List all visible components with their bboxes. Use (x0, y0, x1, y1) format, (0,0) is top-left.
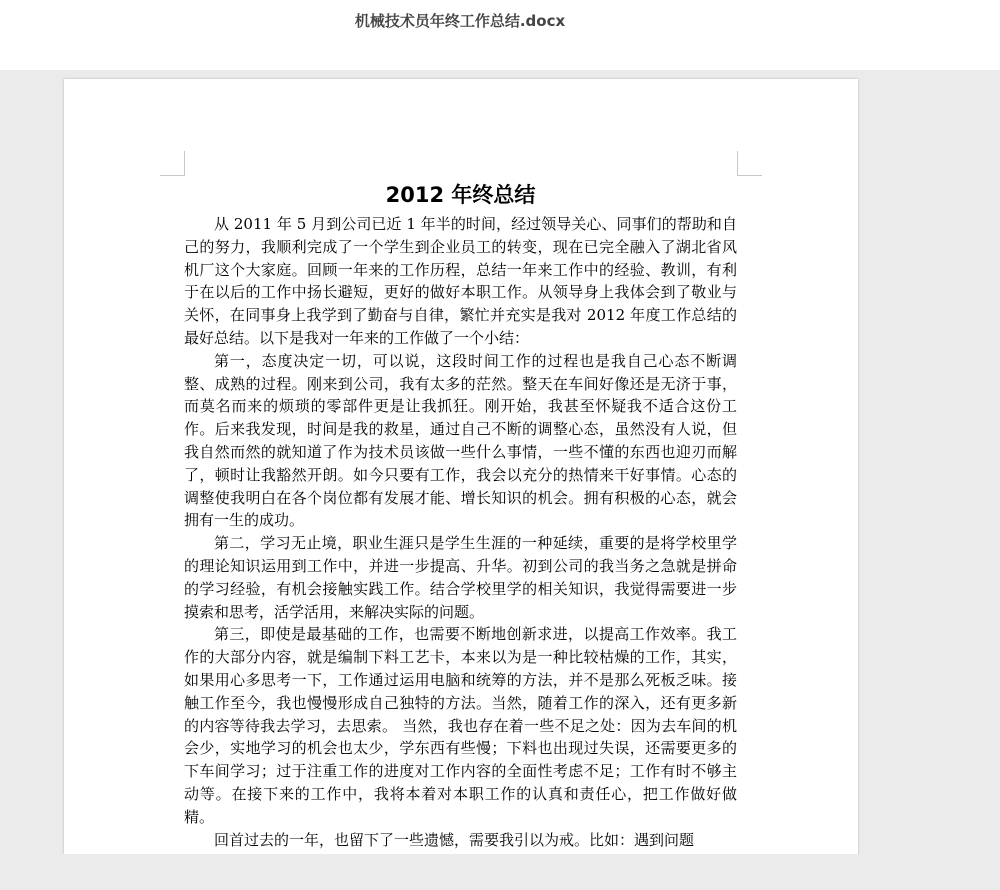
margin-corner-mark-top-left (160, 151, 185, 176)
paragraph: 回首过去的一年，也留下了一些遗憾，需要我引以为戒。比如：遇到问题 (214, 830, 695, 849)
document-page (64, 79, 858, 854)
paragraph: 第三，即使是最基础的工作，也需要不断地创新求进，以提高工作效率。我工作的大部分内容，就是编制下料工艺卡，本来以为是一种比较枯燥的工作，其实，如果用心多思考一下，工作通过运用电脑和统筹的方法，并不是那么死板乏味。接触工作至今，我也慢慢形成自己独特的方法。当然，随着工作的深入，还有更多新的内容等待我去学习，去思索。 当然，我也存在着一些不足之处：因为去车间的机会少，实地学习的机会也太少，学东西有些慢；下料也出现过失误，还需要更多的下车间学习；过于注重工作的进度对工作内容的全面性考虑不足；工作有时不够主动等。在接下来的工作中，我将本着对本职工作的认真和责任心，把工作做好做精。 (184, 625, 737, 826)
paragraph: 第二，学习无止境，职业生涯只是学生生涯的一种延续，重要的是将学校里学的理论知识运用到工作中，并进一步提高、升华。初到公司的我当务之急就是拼命的学习经验，有机会接触实践工作。结合学校里学的相关知识，我觉得需要进一步摸索和思考，活学活用，来解决实际的问题。 (184, 534, 737, 621)
document-viewer[interactable] (0, 70, 1000, 854)
document-title: 机械技术员年终工作总结.docx (354, 12, 566, 30)
page-content (184, 179, 737, 851)
bottom-bar (0, 854, 1000, 890)
paragraph: 从 2011 年 5 月到公司已近 1 年半的时间，经过领导关心、同事们的帮助和自己的努力，我顺利完成了一个学生到企业员工的转变，现在已完全融入了湖北省风机厂这个大家庭。回顾一年来的工作历程，总结一年来工作中的经验、教训，有利于在以后的工作中扬长避短，更好的做好本职工作。从领导身上我体会到了敬业与关怀，在同事身上我学到了勤奋与自律，繁忙并充实是我对 2012 年度工作总结的最好总结。以下是我对一年来的工作做了一个小结： (184, 215, 737, 347)
paragraph: 第一，态度决定一切，可以说，这段时间工作的过程也是我自己心态不断调整、成熟的过程。刚来到公司，我有太多的茫然。整天在车间好像还是无济于事，而莫名而来的烦琐的零部件更是让我抓狂。刚开始，我甚至怀疑我不适合这份工作。后来我发现，时间是我的救星，通过自己不断的调整心态，虽然没有人说，但我自然而然的就知道了作为技术员该做一些什么事情，一些不懂的东西也迎刃而解了，顿时让我豁然开朗。如今只要有工作，我会以充分的热情来干好事情。心态的调整使我明白在各个岗位都有发展才能、增长知识的机会。拥有积极的心态，就会拥有一生的成功。 (184, 351, 737, 530)
title-bar (0, 0, 1000, 70)
document-heading: 2012 年终总结 (385, 183, 536, 207)
margin-corner-mark-top-right (737, 151, 762, 176)
